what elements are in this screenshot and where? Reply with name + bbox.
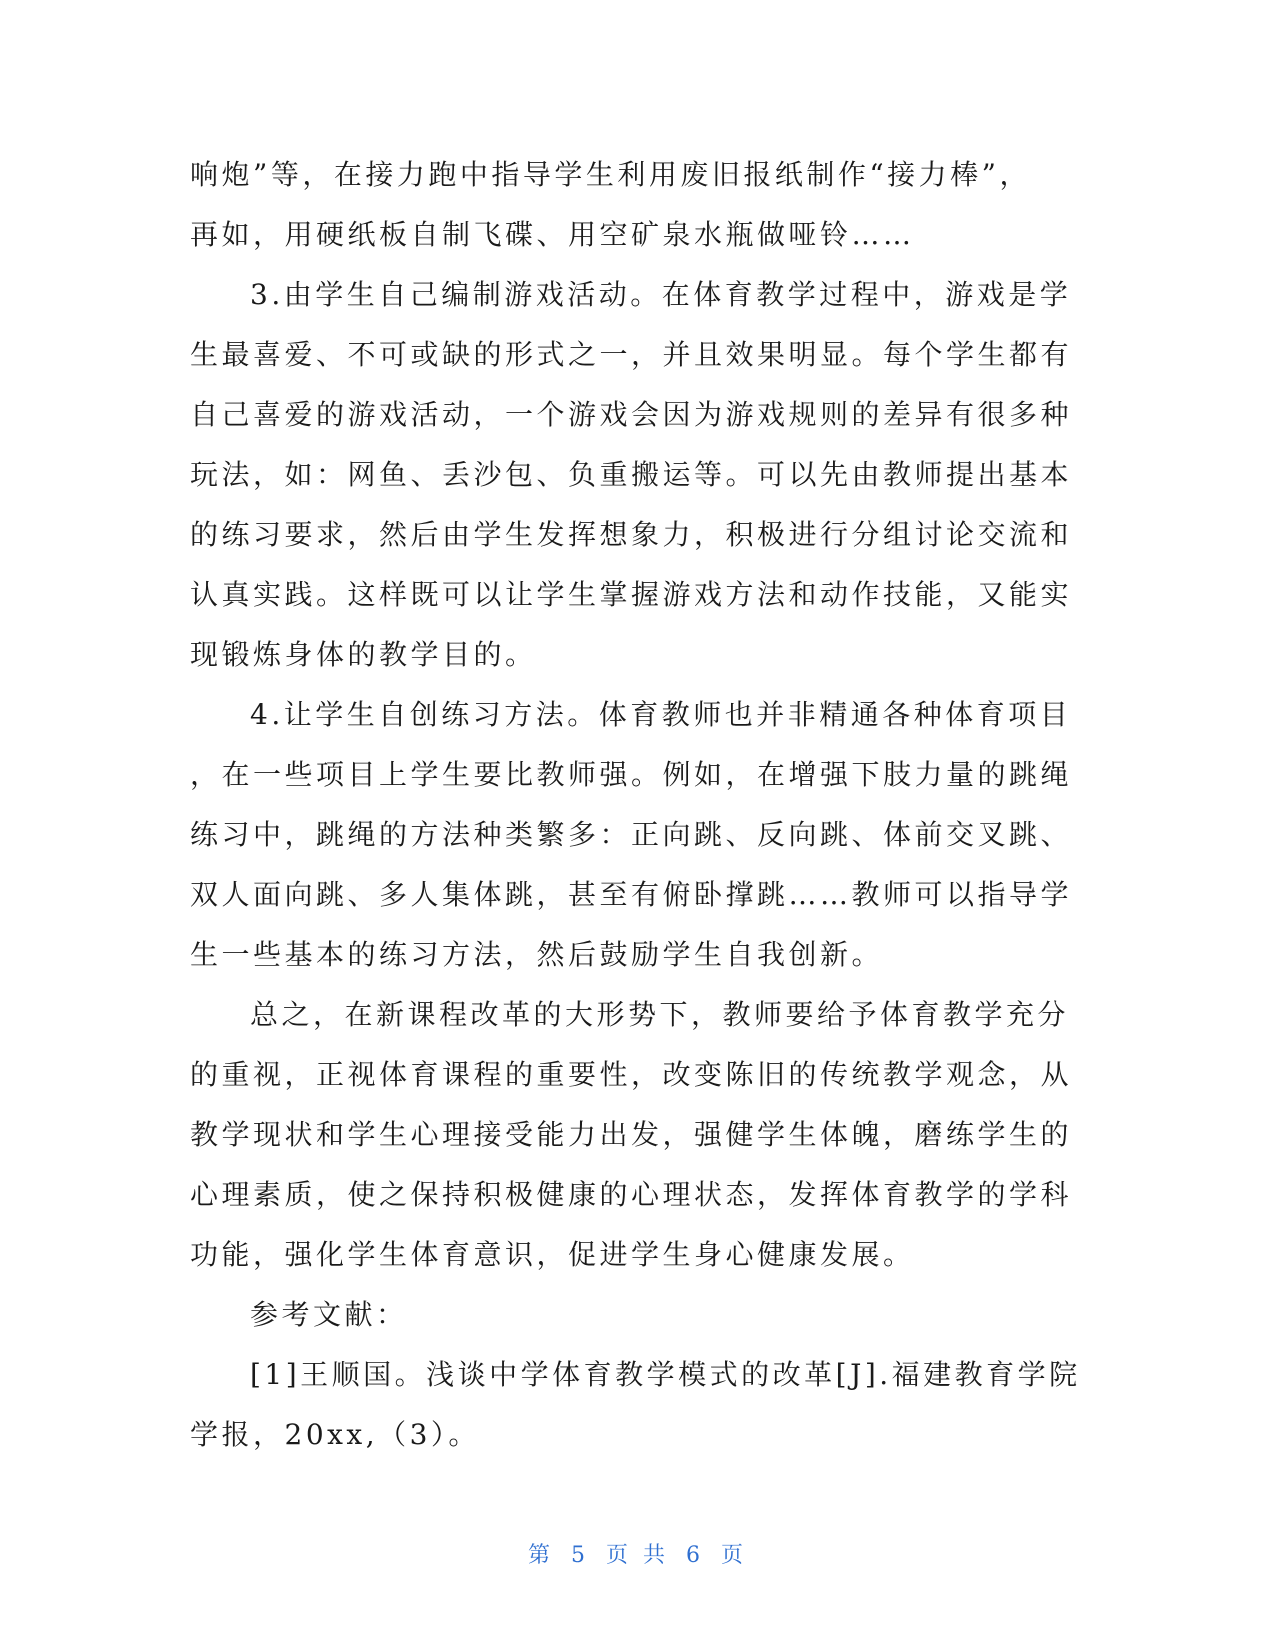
footer-suffix: 页: [721, 1543, 748, 1568]
footer-middle: 页 共: [606, 1543, 669, 1568]
page-footer: [0, 1538, 1275, 1569]
text-line: 功能，强化学生体育意识，促进学生身心健康发展。: [190, 1238, 915, 1271]
footer-prefix: 第: [527, 1543, 554, 1568]
text-line: 双人面向跳、多人集体跳，甚至有俯卧撑跳……教师可以指导学: [190, 878, 1073, 911]
text-line: 3.由学生自己编制游戏活动。在体育教学过程中，游戏是学: [250, 278, 1072, 311]
text-line: 学报，20xx,（3）。: [190, 1418, 480, 1451]
text-line: 练习中，跳绳的方法种类繁多：正向跳、反向跳、体前交叉跳、: [190, 818, 1073, 851]
text-line: 认真实践。这样既可以让学生掌握游戏方法和动作技能，又能实: [190, 578, 1073, 611]
text-line: [1]王顺国。浅谈中学体育教学模式的改革[J].福建教育学院: [250, 1358, 1081, 1391]
text-line: 玩法，如：网鱼、丢沙包、负重搬运等。可以先由教师提出基本: [190, 458, 1073, 491]
body-text: [190, 145, 1081, 1465]
text-line: 响炮”等，在接力跑中指导学生利用废旧报纸制作“接力棒”，: [190, 158, 1031, 191]
text-line: 自己喜爱的游戏活动，一个游戏会因为游戏规则的差异有很多种: [190, 398, 1073, 431]
text-line: 的练习要求，然后由学生发挥想象力，积极进行分组讨论交流和: [190, 518, 1073, 551]
text-line: 再如，用硬纸板自制飞碟、用空矿泉水瓶做哑铃……: [190, 218, 915, 251]
text-line: 教学现状和学生心理接受能力出发，强健学生体魄，磨练学生的: [190, 1118, 1073, 1151]
text-line: 的重视，正视体育课程的重要性，改变陈旧的传统教学观念，从: [190, 1058, 1073, 1091]
text-line: 参考文献：: [250, 1298, 408, 1331]
text-line: 生最喜爱、不可或缺的形式之一，并且效果明显。每个学生都有: [190, 338, 1073, 371]
text-line: 生一些基本的练习方法，然后鼓励学生自我创新。: [190, 938, 884, 971]
footer-page-number: 5: [571, 1543, 589, 1568]
footer-total-pages: 6: [686, 1543, 704, 1568]
text-line: 心理素质，使之保持积极健康的心理状态，发挥体育教学的学科: [190, 1178, 1073, 1211]
text-line: ，在一些项目上学生要比教师强。例如，在增强下肢力量的跳绳: [190, 758, 1073, 791]
text-line: 现锻炼身体的教学目的。: [190, 638, 537, 671]
text-line: 总之，在新课程改革的大形势下，教师要给予体育教学充分: [250, 998, 1070, 1031]
text-line: 4.让学生自创练习方法。体育教师也并非精通各种体育项目: [250, 698, 1072, 731]
